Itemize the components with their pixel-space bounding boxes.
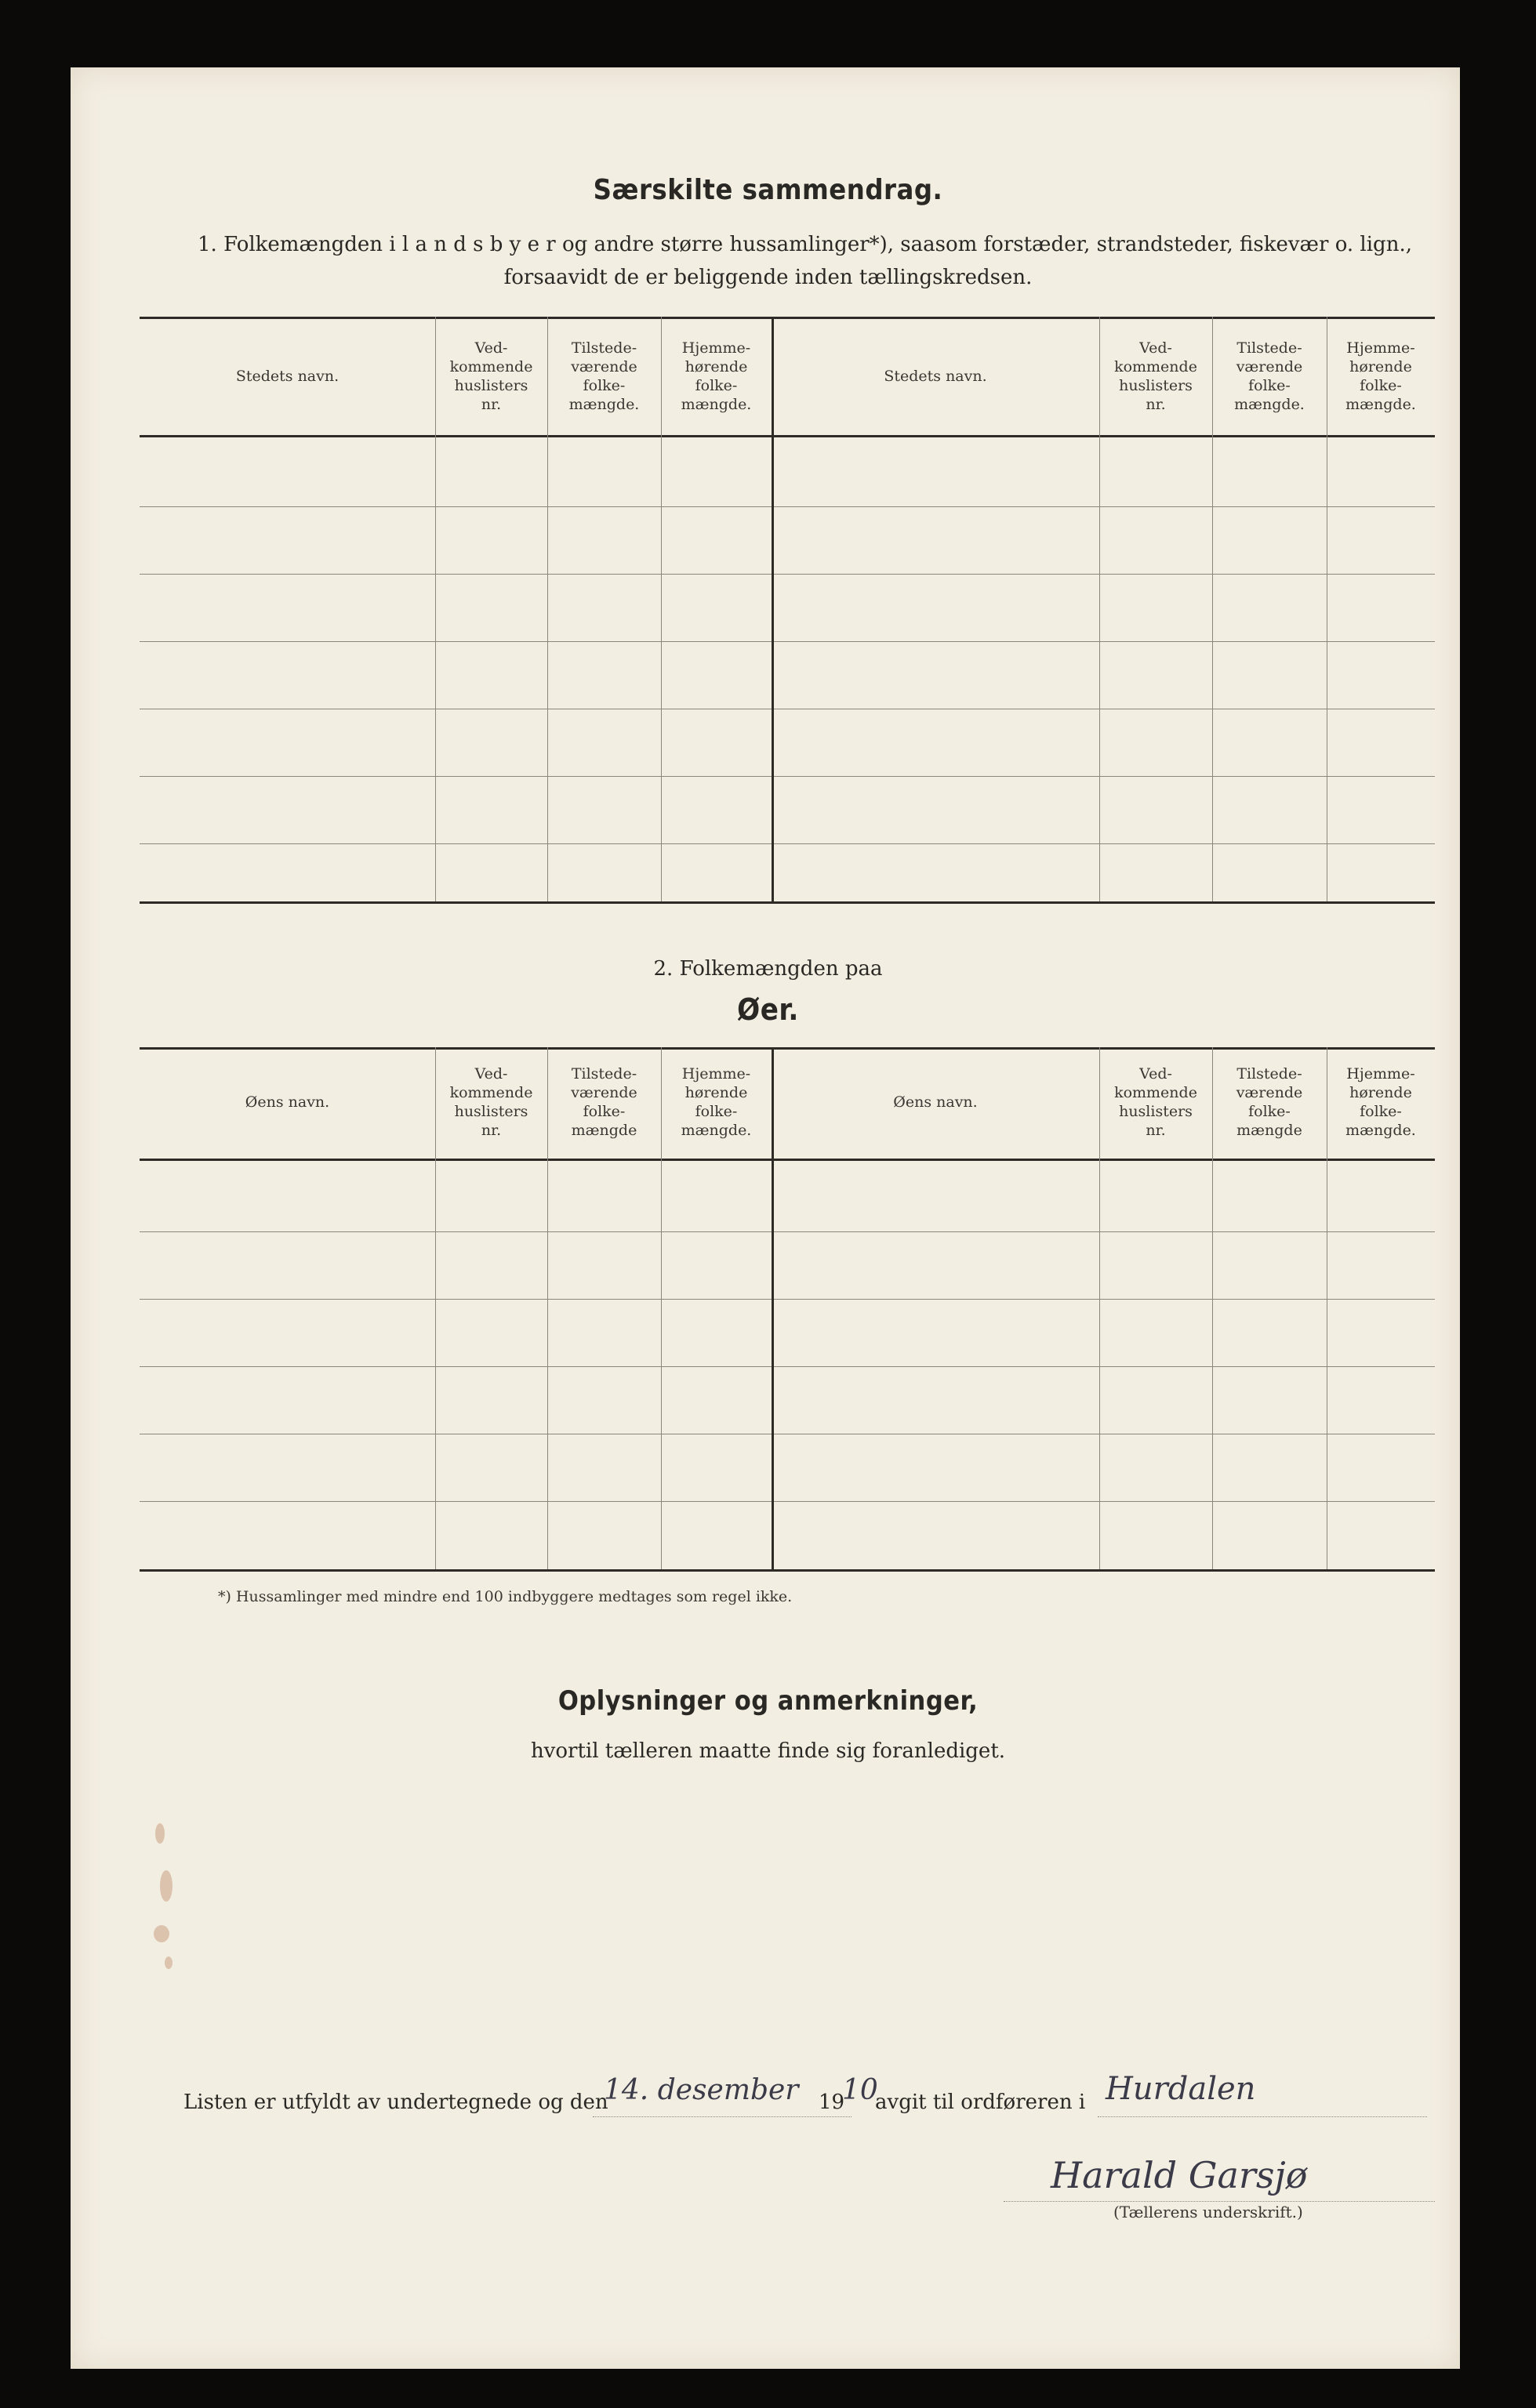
table1-header-name-left: Stedets navn.	[235, 368, 340, 385]
date-line	[593, 2116, 852, 2117]
table1-header-hjemme-right: Hjemme- hørende folke- mængde.	[1345, 339, 1416, 413]
table2-header-tilstede-right: Tilstede- værende folke- mængde	[1236, 1065, 1303, 1139]
year-prefix: 19	[819, 2091, 845, 2114]
section2-heading: 2. Folkemængden paa	[653, 957, 883, 981]
table2-header-hjemme-left: Hjemme- hørende folke- mængde.	[681, 1065, 752, 1139]
table2-header-tilstede-left: Tilstede- værende folke- mængde	[571, 1065, 637, 1139]
signature-label: (Tællerens underskrift.)	[1113, 2203, 1303, 2221]
closing-text-2: avgit til ordføreren i	[875, 2091, 1086, 2114]
paper-stain	[160, 1870, 172, 1902]
table1-header-name-right: Stedets navn.	[884, 368, 987, 385]
signature-handwritten: Harald Garsjø	[1051, 2154, 1308, 2196]
table1-header-hjemme-left: Hjemme- hørende folke- mængde.	[681, 339, 752, 413]
municipality-handwritten: Hurdalen	[1106, 2071, 1256, 2107]
intro-line-1: 1. Folkemængden i l a n d s b y e r og andre større hussamlinger*), saasom forstæder, strandsteder, fiskevær o. lign.,	[198, 233, 1412, 256]
table1-header-nr-left: Ved- kommende huslisters nr.	[449, 339, 533, 413]
intro-line-2: forsaavidt de er beliggende inden tællingskredsen.	[503, 266, 1033, 289]
section-title: Særskilte sammendrag.	[593, 174, 943, 206]
table1-header-nr-right: Ved- kommende huslisters nr.	[1114, 339, 1197, 413]
table2-header-name-right: Øens navn.	[893, 1093, 978, 1111]
paper-stain	[154, 1925, 169, 1942]
remarks-subtitle: hvortil tælleren maatte finde sig foranlediget.	[530, 1739, 1006, 1763]
remarks-title: Oplysninger og anmerkninger,	[557, 1685, 979, 1717]
paper-stain	[165, 1956, 172, 1969]
table2-header-name-left: Øens navn.	[245, 1093, 330, 1111]
table1-header-tilstede-right: Tilstede- værende folke- mængde.	[1234, 339, 1305, 413]
section2-title: Øer.	[737, 992, 799, 1027]
signature-line	[1004, 2201, 1435, 2202]
table2-header-nr-right: Ved- kommende huslisters nr.	[1114, 1065, 1197, 1139]
date-handwritten: 14. desember	[604, 2074, 799, 2106]
paper-stain	[155, 1823, 165, 1844]
table2-header-hjemme-right: Hjemme- hørende folke- mængde.	[1345, 1065, 1416, 1139]
year-handwritten: 10	[842, 2074, 878, 2106]
table1-header-tilstede-left: Tilstede- værende folke- mængde.	[568, 339, 640, 413]
municipality-line	[1098, 2116, 1427, 2117]
closing-text-1: Listen er utfyldt av undertegnede og den	[183, 2091, 608, 2114]
table2-header-nr-left: Ved- kommende huslisters nr.	[449, 1065, 533, 1139]
footnote: *) Hussamlinger med mindre end 100 indbyggere medtages som regel ikke.	[218, 1588, 793, 1605]
